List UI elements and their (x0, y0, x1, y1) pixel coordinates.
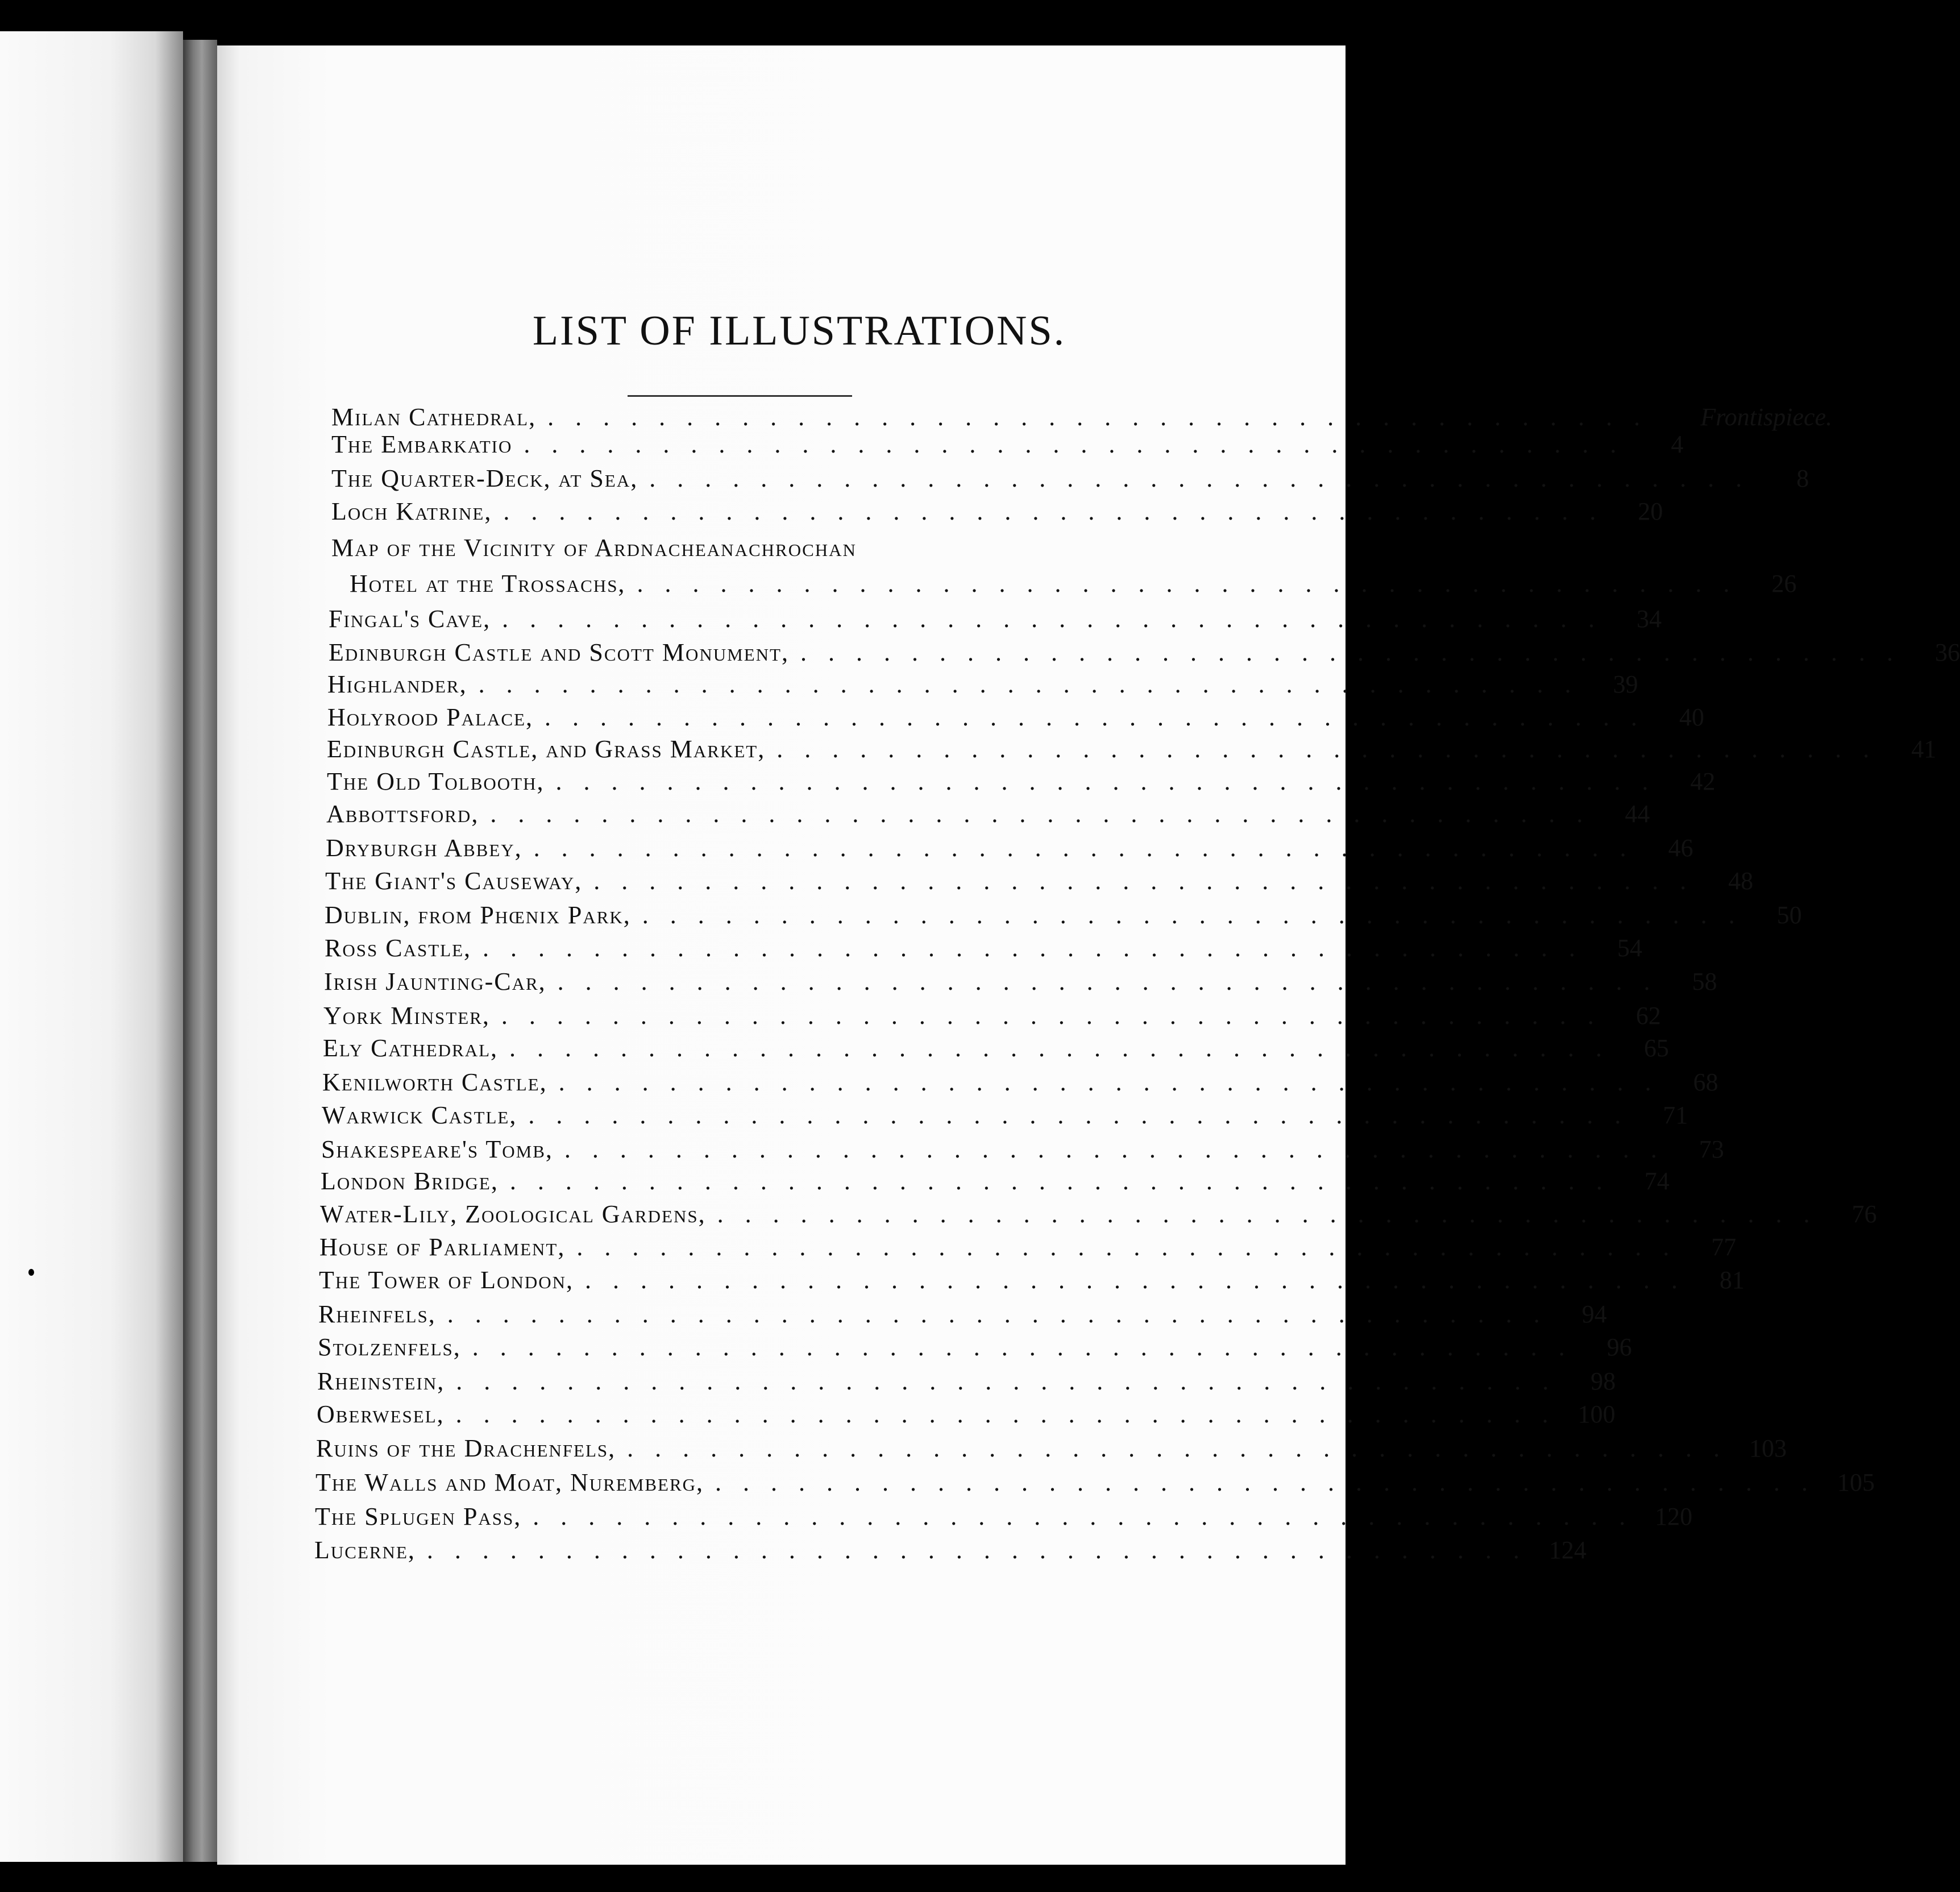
illustration-title: Holyrood Palace, (327, 703, 534, 731)
illustration-entry (327, 703, 1705, 736)
page-number: 4 (1671, 430, 1684, 458)
illustration-entry (326, 833, 1693, 866)
dot-leader: ........................................ (642, 901, 1756, 929)
illustration-entry (318, 1300, 1607, 1333)
illustration-title: Kenilworth Castle, (322, 1068, 547, 1096)
page-number: 71 (1663, 1101, 1688, 1129)
illustration-entry (325, 866, 1754, 899)
dot-leader: ........................................ (717, 1200, 1832, 1228)
dot-leader: ........................................ (456, 1367, 1571, 1395)
illustration-entry (324, 967, 1717, 1000)
illustration-title: Shakespeare's Tomb, (321, 1135, 553, 1163)
dot-leader: ........................................ (509, 1167, 1624, 1195)
illustration-entry (320, 1200, 1877, 1233)
dot-leader: ........................................ (483, 934, 1597, 962)
page-number: 58 (1692, 968, 1717, 995)
dot-leader: ........................................ (776, 735, 1891, 763)
illustration-entry (321, 1167, 1670, 1200)
dot-leader: ........................................ (426, 1536, 1541, 1564)
dot-leader: ........................................ (533, 834, 1648, 862)
illustration-title: Oberwesel, (317, 1400, 445, 1428)
illustration-title: Milan Cathedral, (331, 403, 537, 431)
dot-leader: ........................................ (501, 1002, 1616, 1030)
page-number: 62 (1635, 1002, 1661, 1030)
illustration-entry (327, 670, 1638, 703)
illustration-title: Rheinfels, (318, 1300, 436, 1328)
illustration-entry (331, 497, 1663, 530)
page-number: 40 (1679, 703, 1705, 731)
dot-leader: ........................................ (576, 1233, 1691, 1261)
illustration-title: Irish Jaunting-Car, (324, 968, 546, 995)
dot-leader: ........................................ (503, 497, 1618, 525)
page-number: 77 (1711, 1233, 1737, 1261)
illustration-title: Highlander, (327, 670, 467, 698)
page-number: 81 (1719, 1266, 1745, 1294)
illustration-title: Water-Lily, Zoological Gardens, (320, 1200, 706, 1228)
illustration-entry (319, 1233, 1737, 1266)
page-number: 65 (1644, 1034, 1670, 1062)
illustration-entry (316, 1434, 1787, 1467)
illustration-title: York Minster, (323, 1002, 490, 1030)
illustration-entry (318, 1333, 1632, 1366)
page-number: 94 (1581, 1300, 1607, 1328)
illustration-entry (317, 1367, 1616, 1400)
dot-leader: ........................................ (558, 1068, 1673, 1096)
illustration-title: Map of the Vicinity of Ardnacheanachrochan (331, 534, 857, 562)
dot-leader: ........................................ (557, 968, 1672, 995)
illustration-title: House of Parliament, (319, 1233, 566, 1261)
page-title: LIST OF ILLUSTRATIONS. (532, 308, 1066, 354)
illustration-entry (315, 1502, 1693, 1535)
illustration-title: The Old Tolbooth, (327, 767, 545, 795)
illustration-entry (325, 901, 1802, 933)
illustration-title: Rheinstein, (317, 1367, 445, 1395)
illustration-entry (327, 735, 1937, 767)
dot-leader: ........................................ (627, 1434, 1742, 1462)
illustration-entry (319, 1266, 1745, 1298)
illustration-title: Loch Katrine, (331, 497, 492, 525)
dot-leader: ........................................ (584, 1266, 1699, 1294)
illustration-entry (327, 767, 1716, 800)
illustration-entry (325, 933, 1642, 966)
illustration-entry (326, 799, 1650, 832)
page-number: 76 (1851, 1200, 1877, 1228)
illustration-entry (323, 1034, 1670, 1067)
dot-leader: ........................................ (547, 403, 1662, 431)
page-number: 34 (1637, 605, 1662, 633)
dot-leader: ........................................ (637, 570, 1751, 598)
illustration-entry (329, 604, 1662, 637)
page-number: 41 (1911, 735, 1937, 763)
dot-leader: ........................................ (502, 605, 1617, 633)
illustration-entry (315, 1468, 1875, 1501)
page-number: 98 (1591, 1367, 1616, 1395)
dot-leader: ........................................ (545, 703, 1659, 731)
illustration-title: Dryburgh Abbey, (326, 834, 522, 862)
illustration-title: Dublin, from Phœnix Park, (325, 901, 631, 929)
dot-leader: ........................................ (478, 670, 1593, 698)
page-number: 103 (1749, 1434, 1787, 1462)
illustration-entry (317, 1400, 1616, 1433)
illustration-entry (331, 533, 1134, 566)
illustration-title: London Bridge, (321, 1167, 499, 1195)
illustration-title: Lucerne, (314, 1536, 416, 1564)
dot-leader: ........................................ (447, 1300, 1562, 1328)
page-number: 50 (1776, 901, 1802, 929)
illustration-entry (331, 464, 1809, 497)
illustration-entry (322, 1068, 1718, 1101)
illustration-title: Ross Castle, (325, 934, 471, 962)
illustration-title: Abbottsford, (326, 800, 479, 828)
page-number: 74 (1644, 1167, 1670, 1195)
page-number: 73 (1699, 1135, 1724, 1163)
page-number: 39 (1613, 670, 1638, 698)
dot-leader: ........................................ (509, 1034, 1624, 1062)
page-number: 68 (1693, 1068, 1718, 1096)
illustration-title: Edinburgh Castle, and Grass Market, (327, 735, 766, 763)
illustration-title: The Embarkatio (331, 430, 513, 458)
illustration-entry (314, 1536, 1587, 1569)
page-number: 100 (1577, 1400, 1616, 1428)
page-number: 105 (1837, 1468, 1875, 1496)
page-number: 26 (1771, 570, 1797, 598)
illustration-title: The Quarter-Deck, at Sea, (331, 464, 638, 492)
illustration-title: The Giant's Causeway, (325, 867, 583, 895)
dot-leader: ........................................ (564, 1135, 1679, 1163)
illustration-entry (329, 638, 1960, 671)
page-number: 44 (1625, 800, 1650, 828)
illustration-title: Stolzenfels, (318, 1333, 461, 1361)
illustration-title: The Tower of London, (319, 1266, 574, 1294)
page-number: Frontispiece. (1700, 403, 1833, 431)
dot-leader: ........................................ (528, 1101, 1643, 1129)
page-number: 36 (1934, 638, 1960, 666)
page-number: 8 (1796, 464, 1809, 492)
page-number: 46 (1668, 834, 1693, 862)
illustration-title: Fingal's Cave, (329, 605, 491, 633)
page-number: 124 (1548, 1536, 1587, 1564)
dot-leader: ........................................ (555, 767, 1670, 795)
dot-leader: ........................................ (472, 1333, 1587, 1361)
page-number: 20 (1638, 497, 1663, 525)
dot-leader: ........................................ (455, 1400, 1570, 1428)
illustration-title: The Splugen Pass, (315, 1503, 522, 1530)
illustration-entry (321, 1135, 1724, 1168)
illustration-title: Hotel at the Trossachs, (350, 570, 626, 598)
illustration-entry (323, 1001, 1661, 1034)
dot-leader: ........................................ (715, 1468, 1830, 1496)
illustration-entry (322, 1101, 1688, 1134)
dot-leader: ........................................ (490, 800, 1605, 828)
page-number: 54 (1617, 934, 1642, 962)
dot-leader: ........................................ (649, 464, 1764, 492)
dot-leader: ........................................ (593, 867, 1708, 895)
illustration-title: Edinburgh Castle and Scott Monument, (329, 638, 789, 666)
illustration-title: The Walls and Moat, Nuremberg, (315, 1468, 704, 1496)
page-number: 48 (1728, 867, 1754, 895)
dot-leader: ........................................ (800, 638, 1915, 666)
illustration-title: Ely Cathedral, (323, 1034, 499, 1062)
page-number: 96 (1606, 1333, 1632, 1361)
page-number: 42 (1690, 767, 1716, 795)
page-number: 120 (1655, 1503, 1693, 1530)
dot-leader: ........................................ (524, 430, 1638, 458)
illustration-entry (350, 569, 1797, 602)
dot-leader: ........................................ (533, 1503, 1647, 1530)
illustration-entry (331, 430, 1684, 463)
illustration-title: Ruins of the Drachenfels, (316, 1434, 616, 1462)
illustration-title: Warwick Castle, (322, 1101, 517, 1129)
